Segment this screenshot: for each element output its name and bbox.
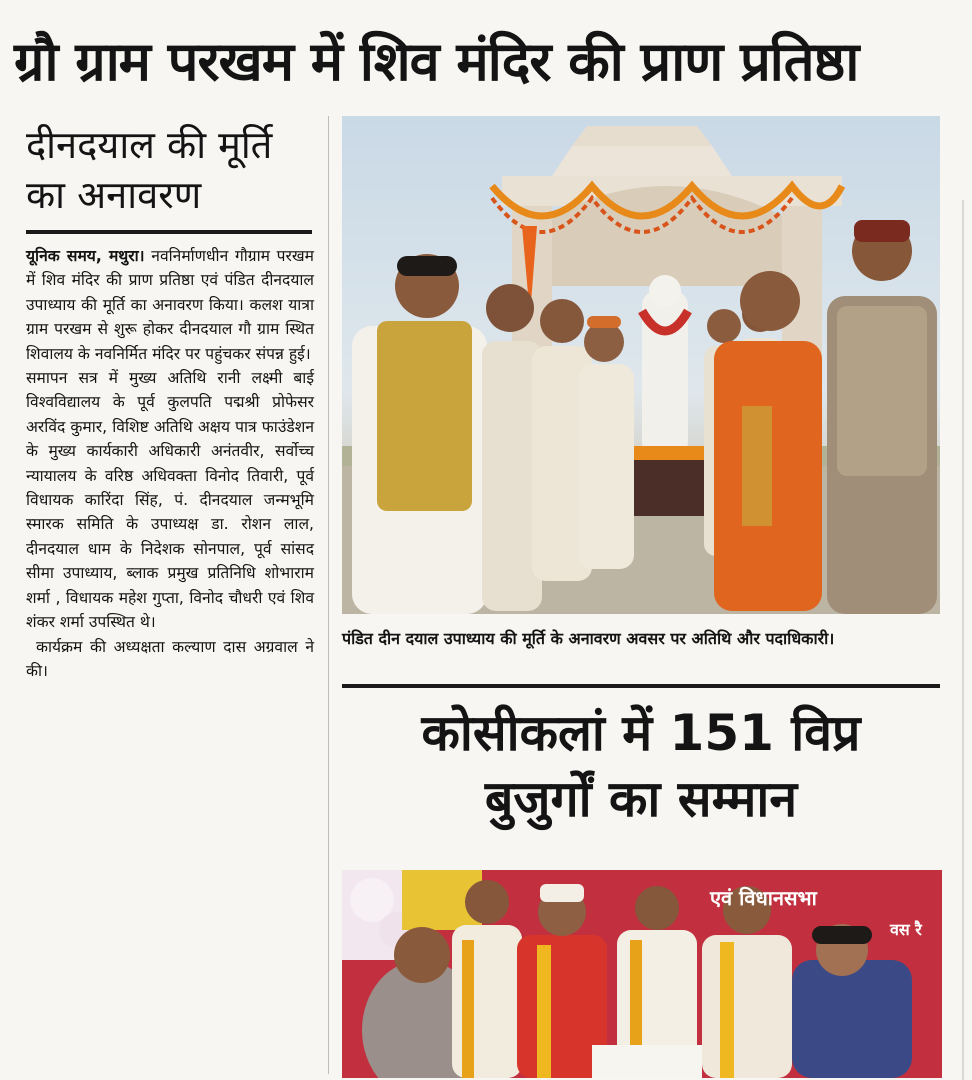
unveiling-photo xyxy=(342,116,940,614)
photo-caption: पंडित दीन दयाल उपाध्याय की मूर्ति के अनावरण अवसर पर अतिथि और पदाधिकारी। xyxy=(342,629,835,648)
article-paragraph-1 xyxy=(26,244,314,366)
article-body xyxy=(26,244,314,683)
banner-text: एवं विधानसभा xyxy=(710,886,817,910)
unveiling-photo-illustration xyxy=(342,116,940,614)
dateline: यूनिक समय, मथुरा। xyxy=(26,247,145,265)
sub-headline-line1: दीनदयाल की मूर्ति xyxy=(26,123,273,167)
honoring-photo-illustration xyxy=(342,870,942,1078)
article-paragraph-3: कार्यक्रम की अध्यक्षता कल्याण दास अग्रवाल ने की। xyxy=(26,637,314,680)
sub-headline-line2: का अनावरण xyxy=(26,173,202,217)
section-rule xyxy=(342,684,940,688)
headline: ग्रौ ग्राम परखम में शिव मंदिर की प्राण प्रतिष्ठा xyxy=(14,30,859,93)
column-divider xyxy=(328,116,329,1074)
sub-headline xyxy=(26,120,316,220)
second-headline-line2: बुजुर्गों का सम्मान xyxy=(484,770,798,828)
page-edge xyxy=(962,200,964,1080)
second-headline-line1: कोसीकलां में 151 विप्र xyxy=(421,704,861,762)
article-para1-text: नवनिर्माणधीन गौग्राम परखम में शिव मंदिर की प्राण प्रतिष्ठा एवं पंडित दीनदयाल उपाध्याय की मूर्ति का अनावरण किया। कलश यात्रा ग्राम परखम से शुरू होकर दीनदयाल गौ ग्राम स्थित शिवालय के नवनिर्मित मंदिर पर पहुंचकर संपन्न हुई। xyxy=(26,247,314,363)
column-rule xyxy=(26,230,312,234)
second-headline xyxy=(342,700,940,832)
article-paragraph-2: समापन सत्र में मुख्य अतिथि रानी लक्ष्मी बाई विश्वविद्यालय के पूर्व कुलपति पद्मश्री प्रोफेसर अरविंद कुमार, विशिष्ट अतिथि अक्षय पात्र फाउंडेशन के मुख्य कार्यकारी अधिकारी अनंतवीर, सर्वोच्च न्यायालय के वरिष्ठ अधिवक्ता विनोद तिवारी, पूर्व विधायक कारिंदा सिंह, पं. दीनदयाल जन्मभूमि स्मारक समिति के उपाध्यक्ष डा. रोशन लाल, दीनदयाल धाम के निदेशक सोनपाल, पूर्व सांसद सीमा उपाध्याय, ब्लाक प्रमुख प्रतिनिधि शोभाराम शर्मा , विधायक महेश गुप्ता, विनोद चौधरी एवं शिव शंकर शर्मा उपस्थित थे। xyxy=(26,369,314,632)
honoring-photo xyxy=(342,870,942,1078)
banner-text-2: वस रै xyxy=(890,920,922,939)
